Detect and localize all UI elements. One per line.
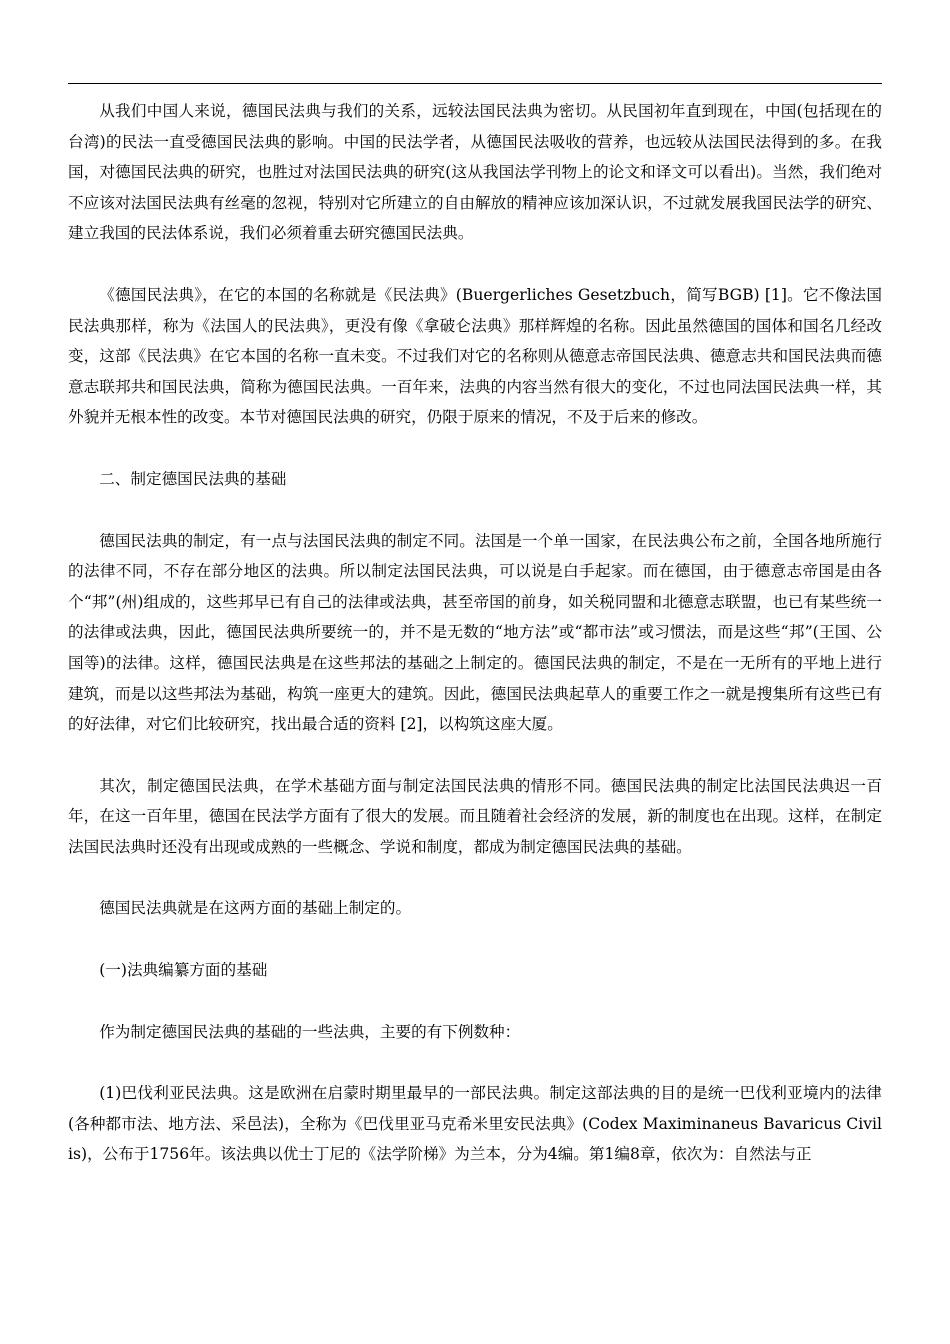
paragraph-bavarian-code: (1)巴伐利亚民法典。这是欧洲在启蒙时期里最早的一部民法典。制定这部法典的目的是统一巴伐利亚境内的法律(各种都市法、地方法、采邑法)，全称为《巴伐里亚马克希米里安民法典》(Codex Maximinaneus Bavaricus Civilis)，公布于1756年。该法典以优士丁尼的《法学阶梯》为兰本，分为4编。第1编8章，依次为：自然法与正 — [68, 1084, 882, 1164]
header-rule — [68, 83, 882, 84]
paragraph-academic-basis: 其次，制定德国民法典，在学术基础方面与制定法国民法典的情形不同。德国民法典的制定比法国民法典迟一百年，在这一百年里，德国在民法学方面有了很大的发展。而且随着社会经济的发展，新的制度也在出现。这样，在制定法国民法典时还没有出现或成熟的一些概念、学说和制度，都成为制定德国民法典的基础。 — [68, 776, 882, 856]
subsection-heading: (一)法典编纂方面的基础 — [99, 961, 268, 980]
paragraph-codification-basis: 德国民法典的制定，有一点与法国民法典的制定不同。法国是一个单一国家，在民法典公布之前，全国各地所施行的法律不同，不存在部分地区的法典。所以制定法国民法典，可以说是白手起家。而在德国，由于德意志帝国是由各个“邦”(州)组成的，这些邦早已有自己的法律或法典，甚至帝国的前身，如关税同盟和北德意志联盟，也已有某些统一的法律或法典，因此，德国民法典所要统一的，并不是无数的“地方法”或“都市法”或习惯法，而是这些“邦”(王国、公国等)的法律。这样，德国民法典是在这些邦法的基础之上制定的。德国民法典的制定，不是在一无所有的平地上进行建筑，而是以这些邦法为基础，构筑一座更大的建筑。因此，德国民法典起草人的重要工作之一就是搜集所有这些已有的好法律，对它们比较研究，找出最合适的资料 [2]，以构筑这座大厦。 — [68, 531, 882, 734]
paragraph-codes-intro: 作为制定德国民法典的基础的一些法典，主要的有下例数种： — [99, 1022, 521, 1041]
paragraph-two-foundations: 德国民法典就是在这两方面的基础上制定的。 — [99, 899, 412, 918]
paragraph-code-name: 《德国民法典》，在它的本国的名称就是《民法典》(Buergerliches Gesetzbuch，简写BGB) [1]。它不像法国民法典那样，称为《法国人的民法典》，更没有像《拿破仑法典》那样辉煌的名称。因此虽然德国的国体和国名几经改变，这部《民法典》在它本国的名称一直未变。不过我们对它的名称则从德意志帝国民法典、德意志共和国民法典而德意志联邦共和国民法典，简称为德国民法典。一百年来，法典的内容当然有很大的变化，不过也同法国民法典一样，其外貌并无根本性的改变。本节对德国民法典的研究，仍限于原来的情况，不及于后来的修改。 — [68, 285, 882, 427]
section-heading: 二、制定德国民法典的基础 — [99, 469, 287, 488]
document-body — [68, 96, 882, 1170]
paragraph-relationship: 从我们中国人来说，德国民法典与我们的关系，远较法国民法典为密切。从民国初年直到现在，中国(包括现在的台湾)的民法一直受德国民法典的影响。中国的民法学者，从德国民法吸收的营养，也远较从法国民法得到的多。在我国，对德国民法典的研究，也胜过对法国民法典的研究(这从我国法学刊物上的论文和译文可以看出)。当然，我们绝对不应该对法国民法典有丝毫的忽视，特别对它所建立的自由解放的精神应该加深认识，不过就发展我国民法学的研究、建立我国的民法体系说，我们必须着重去研究德国民法典。 — [68, 102, 882, 243]
